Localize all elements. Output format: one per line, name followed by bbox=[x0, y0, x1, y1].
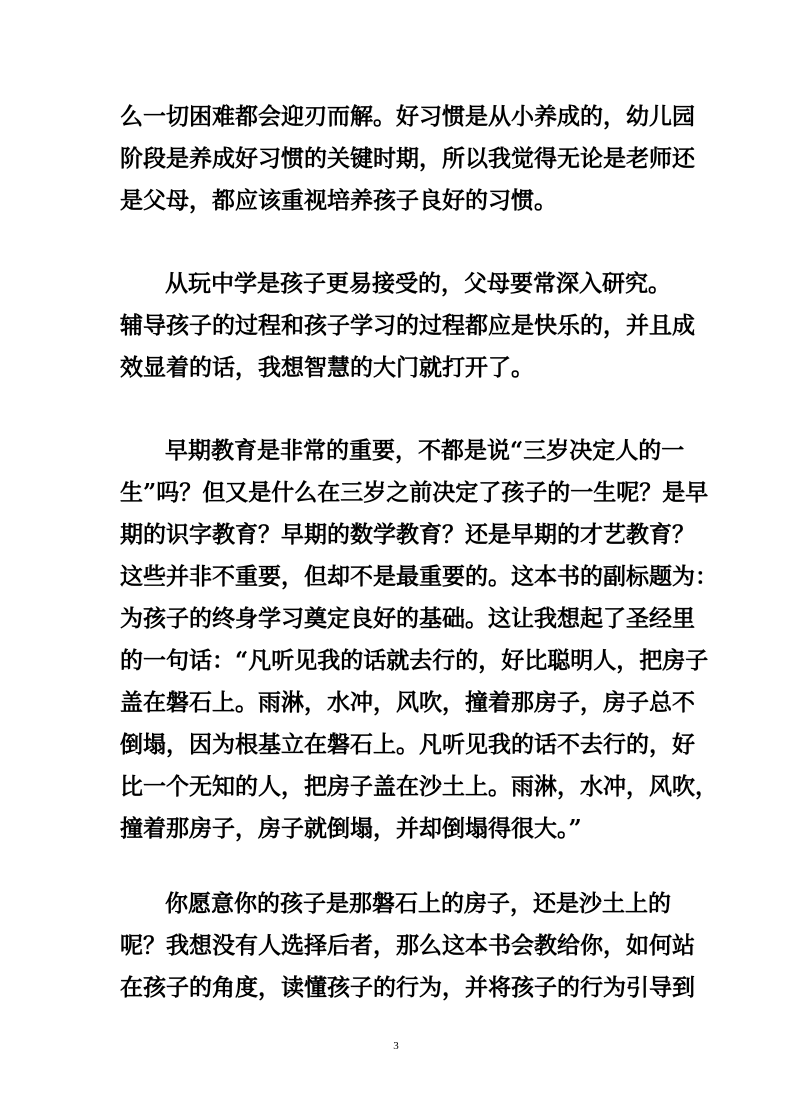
text-line: 期的识字教育？早期的数学教育？还是早期的才艺教育？ bbox=[120, 521, 695, 548]
text-line: 么一切困难都会迎刃而解。好习惯是从小养成的，幼儿园 bbox=[120, 103, 695, 130]
text-line: 这些并非不重要，但却不是最重要的。这本书的副标题为： bbox=[120, 563, 718, 590]
text-line: 你愿意你的孩子是那磐石上的房子，还是沙土上的 bbox=[165, 890, 671, 917]
text-line: 从玩中学是孩子更易接受的，父母要常深入研究。 bbox=[165, 270, 671, 297]
text-line: 盖在磐石上。雨淋，水冲，风吹，撞着那房子，房子总不 bbox=[120, 689, 695, 716]
paragraph-4 bbox=[120, 883, 695, 1009]
text-line: 为孩子的终身学习奠定良好的基础。这让我想起了圣经里 bbox=[120, 605, 695, 632]
text-line: 比一个无知的人，把房子盖在沙土上。雨淋，水冲，风吹， bbox=[120, 773, 718, 800]
text-line: 阶段是养成好习惯的关键时期，所以我觉得无论是老师还 bbox=[120, 145, 695, 172]
text-line: 是父母，都应该重视培养孩子良好的习惯。 bbox=[120, 187, 557, 214]
text-line: 效显着的话，我想智慧的大门就打开了。 bbox=[120, 354, 534, 381]
paragraph-2 bbox=[120, 263, 695, 389]
text-line: 辅导孩子的过程和孩子学习的过程都应是快乐的，并且成 bbox=[120, 312, 695, 339]
text-line: 生”吗？但又是什么在三岁之前决定了孩子的一生呢？是早 bbox=[120, 479, 709, 506]
text-line: 的一句话：“凡听见我的话就去行的，好比聪明人，把房子 bbox=[120, 647, 709, 674]
text-line: 早期教育是非常的重要，不都是说“三岁决定人的一 bbox=[165, 437, 685, 464]
paragraph-1 bbox=[120, 96, 695, 222]
text-line: 倒塌，因为根基立在磐石上。凡听见我的话不去行的，好 bbox=[120, 731, 695, 758]
page-number: 3 bbox=[393, 1040, 399, 1052]
paragraph-3 bbox=[120, 430, 718, 850]
text-line: 呢？我想没有人选择后者，那么这本书会教给你，如何站 bbox=[120, 932, 695, 959]
text-line: 撞着那房子，房子就倒塌，并却倒塌得很大。” bbox=[120, 815, 582, 842]
text-line: 在孩子的角度，读懂孩子的行为，并将孩子的行为引导到 bbox=[120, 974, 695, 1001]
